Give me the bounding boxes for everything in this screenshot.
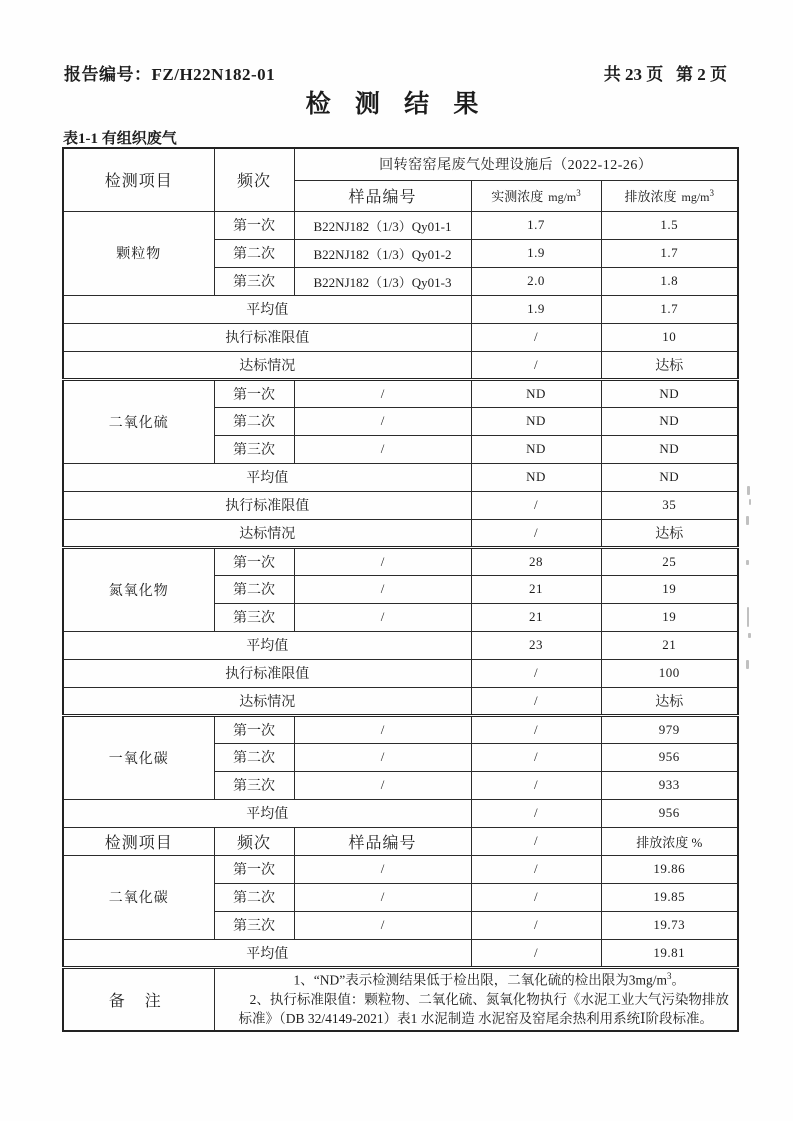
so2-r3-sample: / bbox=[294, 435, 471, 463]
so2-item-name: 二氧化硫 bbox=[63, 379, 214, 463]
scan-artifact bbox=[746, 516, 749, 525]
nox-r2-measured: 21 bbox=[471, 575, 601, 603]
co2-r3-sample: / bbox=[294, 911, 471, 939]
nox-limit-emission: 100 bbox=[601, 659, 738, 687]
pm-r2-sample: B22NJ182（1/3）Qy01-2 bbox=[294, 239, 471, 267]
so2-compliance-row bbox=[63, 519, 738, 547]
col-header2-measured: / bbox=[471, 827, 601, 855]
nox-r1-sample: / bbox=[294, 547, 471, 575]
co2-r1-freq: 第一次 bbox=[214, 855, 294, 883]
co2-r1-measured: / bbox=[471, 855, 601, 883]
emission-unit-base: mg/m bbox=[681, 190, 710, 204]
remark-note-1 bbox=[218, 970, 735, 990]
nox-compliance-label: 达标情况 bbox=[63, 687, 471, 715]
nox-avg-label: 平均值 bbox=[63, 631, 471, 659]
scan-artifact bbox=[747, 607, 749, 627]
so2-r1-measured: ND bbox=[471, 379, 601, 407]
co2-r3-measured: / bbox=[471, 911, 601, 939]
header-row-3 bbox=[63, 827, 738, 855]
facility-header: 回转窑窑尾废气处理设施后（2022-12-26） bbox=[294, 148, 738, 180]
pm-compliance-row bbox=[63, 351, 738, 379]
pm-compliance-emission: 达标 bbox=[601, 351, 738, 379]
pm-limit-row bbox=[63, 323, 738, 351]
scan-artifact bbox=[748, 633, 751, 638]
so2-r2-measured: ND bbox=[471, 407, 601, 435]
col-header2-emission: 排放浓度 % bbox=[601, 827, 738, 855]
so2-avg-measured: ND bbox=[471, 463, 601, 491]
pm-r3-emission: 1.8 bbox=[601, 267, 738, 295]
pm-limit-measured: / bbox=[471, 323, 601, 351]
pm-r1-emission: 1.5 bbox=[601, 211, 738, 239]
results-table bbox=[62, 147, 739, 1032]
co2-r1-sample: / bbox=[294, 855, 471, 883]
co-r3-measured: / bbox=[471, 771, 601, 799]
so2-compliance-label: 达标情况 bbox=[63, 519, 471, 547]
co-avg-row bbox=[63, 799, 738, 827]
measured-unit bbox=[548, 190, 581, 204]
co2-r3-emission: 19.73 bbox=[601, 911, 738, 939]
so2-r2-emission: ND bbox=[601, 407, 738, 435]
emission-unit bbox=[682, 190, 715, 204]
pm-avg-row bbox=[63, 295, 738, 323]
so2-r2-freq: 第二次 bbox=[214, 407, 294, 435]
so2-limit-label: 执行标准限值 bbox=[63, 491, 471, 519]
pm-limit-emission: 10 bbox=[601, 323, 738, 351]
measured-unit-sup: 3 bbox=[576, 188, 581, 198]
co2-avg-row bbox=[63, 939, 738, 967]
col-header2-sample: 样品编号 bbox=[294, 827, 471, 855]
so2-r3-emission: ND bbox=[601, 435, 738, 463]
pm-limit-label: 执行标准限值 bbox=[63, 323, 471, 351]
header-row-1 bbox=[63, 148, 738, 180]
so2-r3-measured: ND bbox=[471, 435, 601, 463]
scan-artifact bbox=[746, 560, 749, 565]
nox-compliance-measured: / bbox=[471, 687, 601, 715]
nox-limit-row bbox=[63, 659, 738, 687]
so2-avg-emission: ND bbox=[601, 463, 738, 491]
co-avg-measured: / bbox=[471, 799, 601, 827]
so2-r1-freq: 第一次 bbox=[214, 379, 294, 407]
so2-avg-row bbox=[63, 463, 738, 491]
co2-r2-sample: / bbox=[294, 883, 471, 911]
col-header-freq: 频次 bbox=[214, 148, 294, 211]
report-number: 报告编号：FZ/H22N182-01 bbox=[64, 65, 276, 84]
nox-r3-emission: 19 bbox=[601, 603, 738, 631]
col-header-emission bbox=[601, 180, 738, 211]
remark-note-1-sup: 3 bbox=[666, 970, 672, 981]
pm-row-1 bbox=[63, 211, 738, 239]
co-r2-measured: / bbox=[471, 743, 601, 771]
col-header-sample: 样品编号 bbox=[294, 180, 471, 211]
remark-notes bbox=[214, 967, 738, 1031]
page-title: 检 测 结 果 bbox=[305, 91, 488, 118]
table-caption: 表1-1 有组织废气 bbox=[63, 131, 177, 147]
co-r3-freq: 第三次 bbox=[214, 771, 294, 799]
remark-note-2: 2、执行标准限值：颗粒物、二氧化硫、氮氧化物执行《水泥工业大气污染物排放标准》（DB 32/4149-2021）表1 水泥制造 水泥窑及窑尾余热利用系统Ⅰ阶段标准。 bbox=[238, 991, 729, 1027]
so2-r3-freq: 第三次 bbox=[214, 435, 294, 463]
co-r3-sample: / bbox=[294, 771, 471, 799]
scan-artifact bbox=[747, 486, 750, 495]
pm-r2-freq: 第二次 bbox=[214, 239, 294, 267]
co-avg-label: 平均值 bbox=[63, 799, 471, 827]
co2-avg-emission: 19.81 bbox=[601, 939, 738, 967]
scan-artifact bbox=[746, 660, 749, 669]
scan-artifact bbox=[749, 499, 751, 505]
so2-r1-sample: / bbox=[294, 379, 471, 407]
nox-row-1 bbox=[63, 547, 738, 575]
pm-compliance-label: 达标情况 bbox=[63, 351, 471, 379]
remark-label: 备 注 bbox=[63, 967, 214, 1031]
nox-r2-freq: 第二次 bbox=[214, 575, 294, 603]
emission-label: 排放浓度 bbox=[624, 189, 677, 204]
co-r2-sample: / bbox=[294, 743, 471, 771]
so2-r2-sample: / bbox=[294, 407, 471, 435]
nox-r2-sample: / bbox=[294, 575, 471, 603]
nox-r1-freq: 第一次 bbox=[214, 547, 294, 575]
nox-avg-emission: 21 bbox=[601, 631, 738, 659]
co-r2-emission: 956 bbox=[601, 743, 738, 771]
emission-unit-sup: 3 bbox=[709, 188, 715, 198]
nox-r2-emission: 19 bbox=[601, 575, 738, 603]
pm-r3-sample: B22NJ182（1/3）Qy01-3 bbox=[294, 267, 471, 295]
measured-label: 实测浓度 bbox=[491, 189, 544, 204]
nox-limit-measured: / bbox=[471, 659, 601, 687]
col-header2-freq: 频次 bbox=[214, 827, 294, 855]
pm-compliance-measured: / bbox=[471, 351, 601, 379]
so2-compliance-measured: / bbox=[471, 519, 601, 547]
pm-r3-measured: 2.0 bbox=[471, 267, 601, 295]
so2-limit-emission: 35 bbox=[601, 491, 738, 519]
so2-row-1 bbox=[63, 379, 738, 407]
so2-r1-emission: ND bbox=[601, 379, 738, 407]
co2-avg-measured: / bbox=[471, 939, 601, 967]
co-r2-freq: 第二次 bbox=[214, 743, 294, 771]
col-header-measured bbox=[471, 180, 601, 211]
co-r1-measured: / bbox=[471, 715, 601, 743]
nox-item-name: 氮氧化物 bbox=[63, 547, 214, 631]
so2-avg-label: 平均值 bbox=[63, 463, 471, 491]
pm-r1-sample: B22NJ182（1/3）Qy01-1 bbox=[294, 211, 471, 239]
co2-r2-freq: 第二次 bbox=[214, 883, 294, 911]
pm-r2-emission: 1.7 bbox=[601, 239, 738, 267]
nox-compliance-row bbox=[63, 687, 738, 715]
co-r3-emission: 933 bbox=[601, 771, 738, 799]
nox-avg-measured: 23 bbox=[471, 631, 601, 659]
co2-r1-emission: 19.86 bbox=[601, 855, 738, 883]
remark-row bbox=[63, 967, 738, 1031]
co2-item-name: 二氧化碳 bbox=[63, 855, 214, 939]
col-header2-item: 检测项目 bbox=[63, 827, 214, 855]
so2-compliance-emission: 达标 bbox=[601, 519, 738, 547]
pm-avg-measured: 1.9 bbox=[471, 295, 601, 323]
co2-row-1 bbox=[63, 855, 738, 883]
pm-avg-emission: 1.7 bbox=[601, 295, 738, 323]
co-r1-freq: 第一次 bbox=[214, 715, 294, 743]
nox-r3-freq: 第三次 bbox=[214, 603, 294, 631]
co-r1-sample: / bbox=[294, 715, 471, 743]
remark-note-1-end: 。 bbox=[671, 972, 685, 987]
pm-r1-measured: 1.7 bbox=[471, 211, 601, 239]
so2-limit-row bbox=[63, 491, 738, 519]
pm-item-name: 颗粒物 bbox=[63, 211, 214, 295]
so2-limit-measured: / bbox=[471, 491, 601, 519]
nox-r3-sample: / bbox=[294, 603, 471, 631]
nox-r1-emission: 25 bbox=[601, 547, 738, 575]
co2-r2-measured: / bbox=[471, 883, 601, 911]
nox-limit-label: 执行标准限值 bbox=[63, 659, 471, 687]
page-count: 共 23 页 第 2 页 bbox=[603, 65, 727, 84]
nox-r1-measured: 28 bbox=[471, 547, 601, 575]
remark-note-1-text: 1、“ND”表示检测结果低于检出限，二氧化硫的检出限为3mg/m bbox=[293, 972, 667, 987]
nox-avg-row bbox=[63, 631, 738, 659]
co2-r3-freq: 第三次 bbox=[214, 911, 294, 939]
co-avg-emission: 956 bbox=[601, 799, 738, 827]
co-item-name: 一氧化碳 bbox=[63, 715, 214, 799]
co2-avg-label: 平均值 bbox=[63, 939, 471, 967]
co2-r2-emission: 19.85 bbox=[601, 883, 738, 911]
co-row-1 bbox=[63, 715, 738, 743]
pm-r2-measured: 1.9 bbox=[471, 239, 601, 267]
co-r1-emission: 979 bbox=[601, 715, 738, 743]
pm-avg-label: 平均值 bbox=[63, 295, 471, 323]
nox-r3-measured: 21 bbox=[471, 603, 601, 631]
pm-r1-freq: 第一次 bbox=[214, 211, 294, 239]
pm-r3-freq: 第三次 bbox=[214, 267, 294, 295]
measured-unit-base: mg/m bbox=[548, 190, 577, 204]
col-header-item: 检测项目 bbox=[63, 148, 214, 211]
nox-compliance-emission: 达标 bbox=[601, 687, 738, 715]
